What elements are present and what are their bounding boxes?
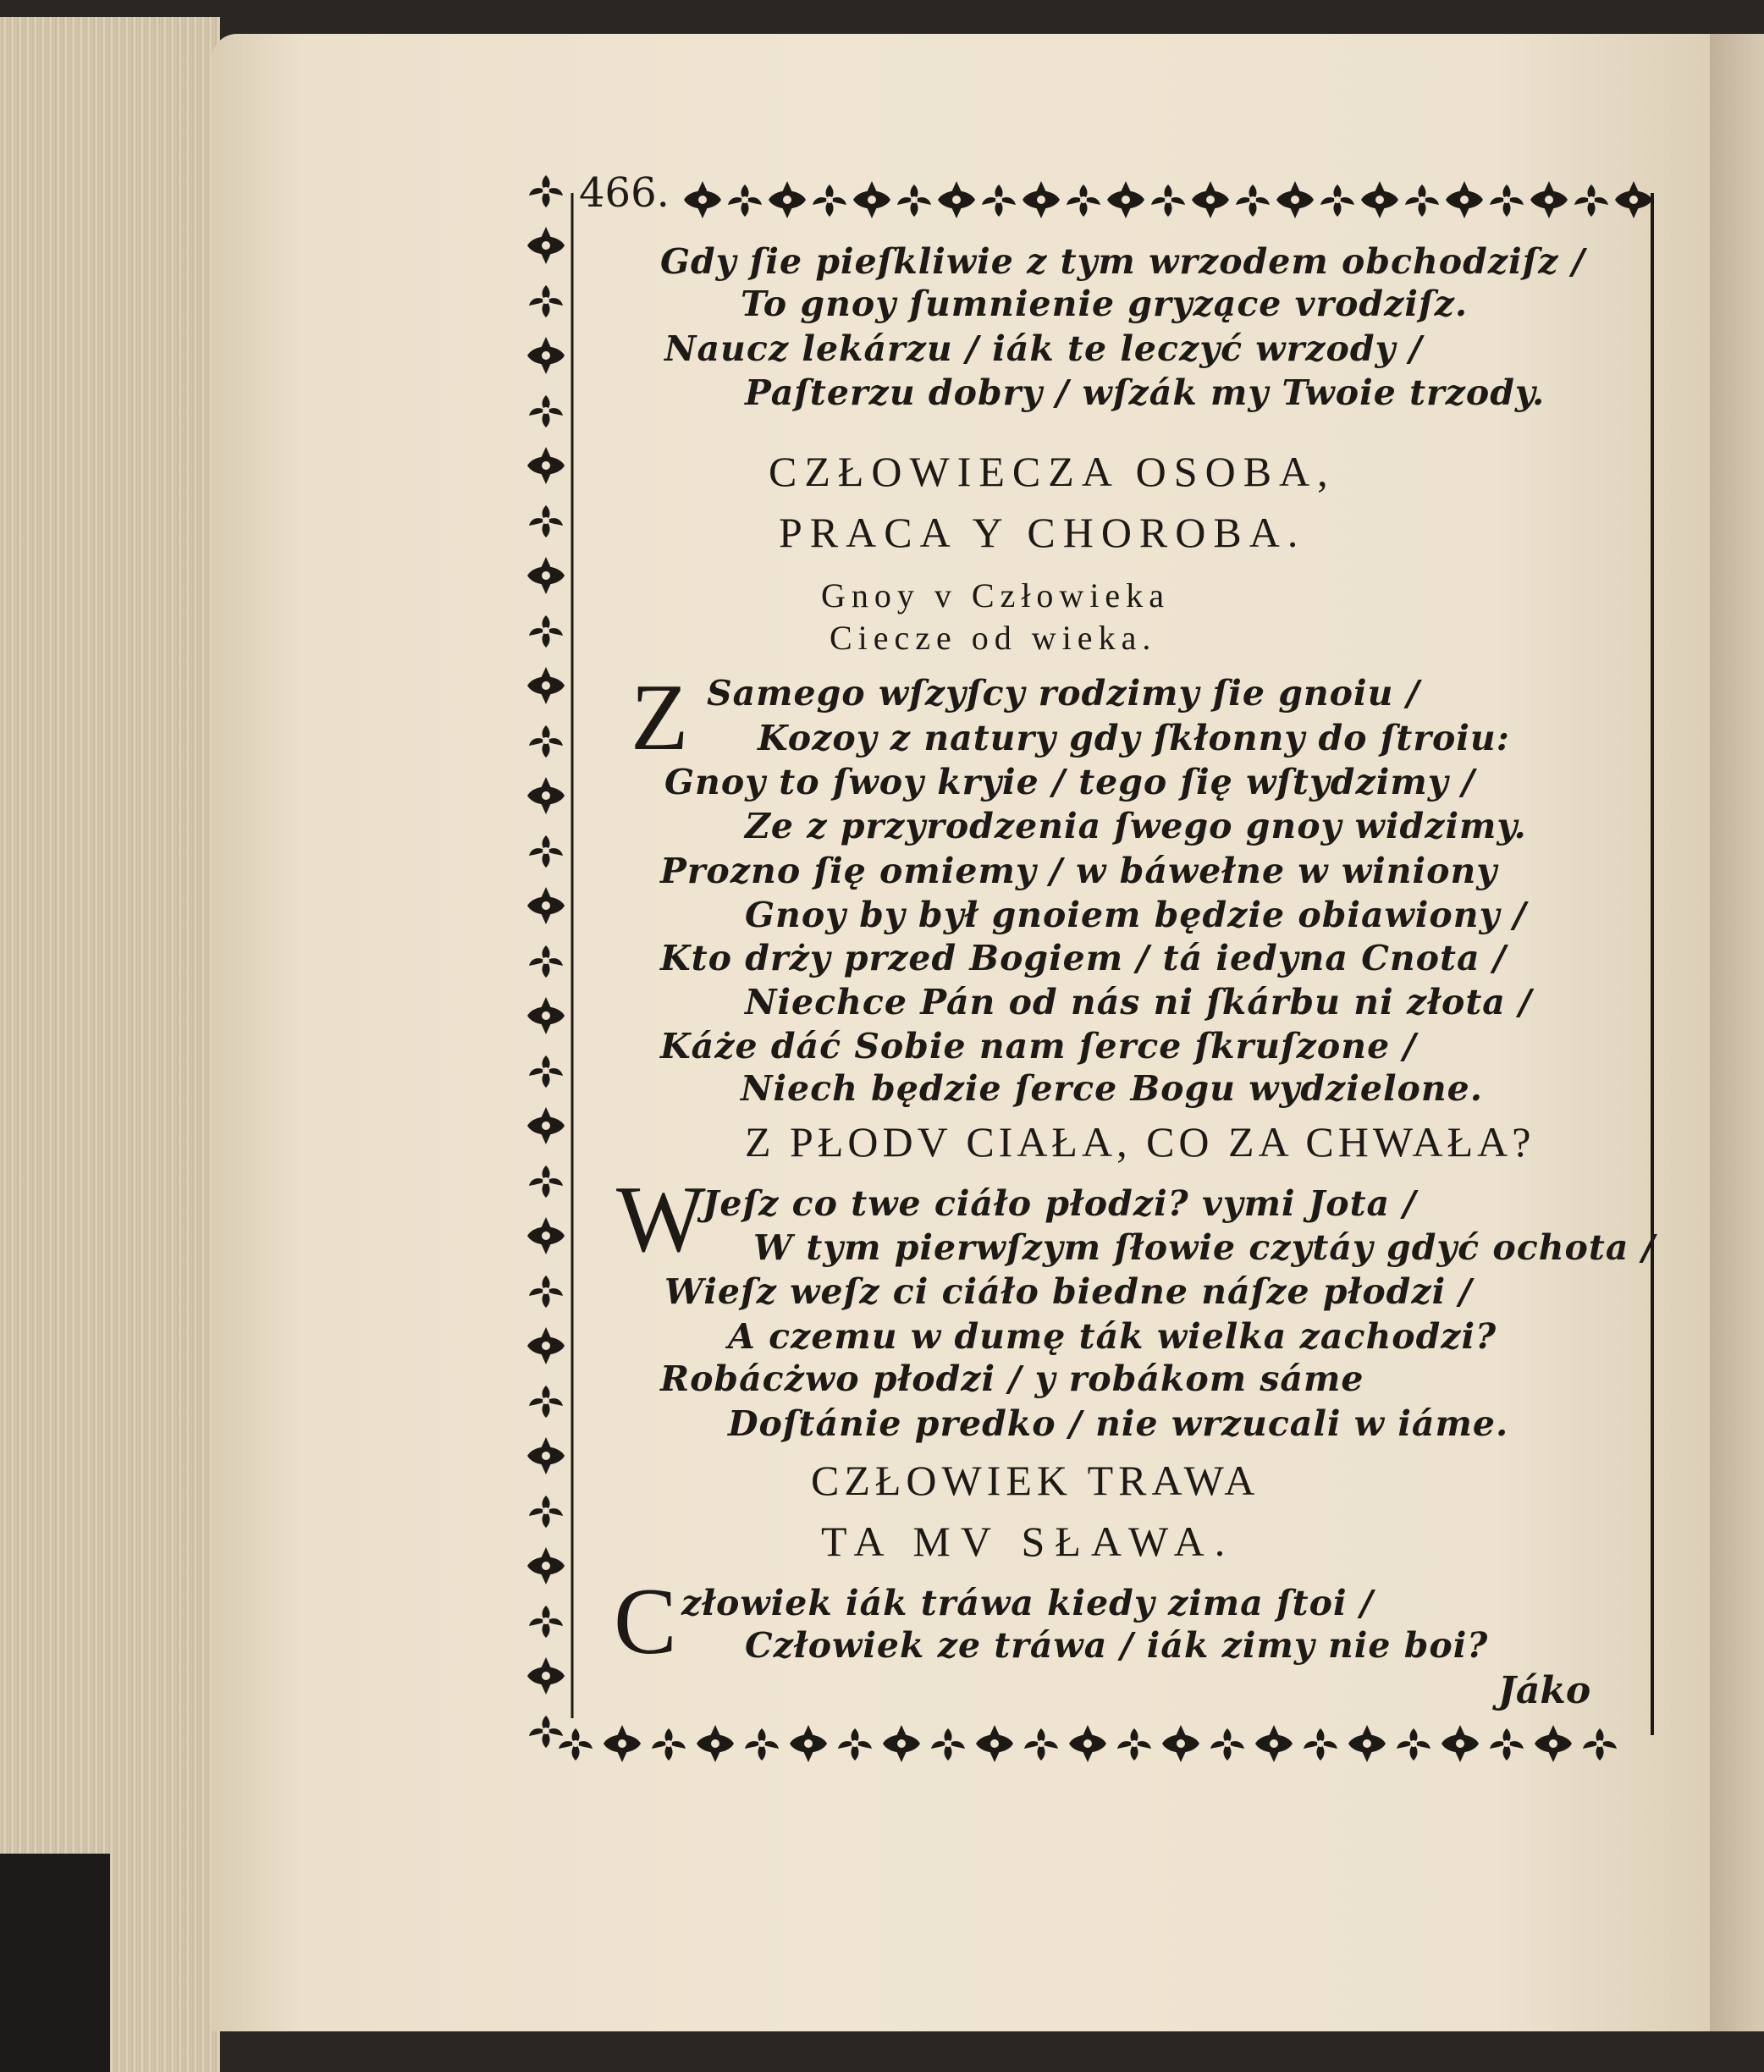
- stanza1-line-1: Gdy ſie pieſkliwie z tym wrzodem obchodziſz /: [660, 241, 1585, 282]
- stanza3-line-1: Jeſz co twe ciáło płodzi? vymi Jota /: [703, 1183, 1417, 1224]
- stanza2-line-5: Prozno ſię omiemy / w báwełne w winiony: [660, 851, 1498, 891]
- stanza2-line-10: Niech będzie ſerce Bogu wydzielone.: [741, 1068, 1484, 1109]
- drop-cap-w: W: [616, 1167, 706, 1272]
- subheading-gnoy-v-czlowieka: Gnoy v Człowieka: [821, 576, 1170, 614]
- heading-ta-mv-slawa: TA MV SŁAWA.: [821, 1518, 1236, 1565]
- drop-cap-z: Z: [631, 665, 689, 770]
- stanza2-line-7: Kto drży przed Bogiem / tá iedyna Cnota /: [660, 938, 1507, 978]
- stanza2-line-4: Ze z przyrodzenia ſwego gnoy widzimy.: [745, 806, 1527, 846]
- heading-z-plodv-ciala: Z PŁODV CIAŁA, CO ZA CHWAŁA?: [745, 1118, 1535, 1166]
- stanza2-line-3: Gnoy to ſwoy kryie / tego ſię wſtydzimy /: [664, 762, 1475, 802]
- stanza1-line-3: Naucz lekárzu / iák te leczyć wrzody /: [664, 328, 1423, 369]
- subheading-ciecze-od-wieka: Ciecze od wieka.: [830, 619, 1157, 657]
- stanza3-line-2: W tym pierwſzym ſłowie czytáy gdyć ochota /: [753, 1227, 1656, 1268]
- stanza1-line-2: To gnoy ſumnienie gryzące vrodziſz.: [741, 284, 1469, 324]
- stanza4-line-1: złowiek iák tráwa kiedy zima ſtoi /: [681, 1583, 1374, 1623]
- stanza3-line-5: Robácżwo płodzi / y robákom sáme: [660, 1358, 1364, 1399]
- stanza2-line-8: Niechce Pán od nás ni ſkárbu ni złota /: [745, 982, 1533, 1022]
- heading-czlowiek-trawa: CZŁOWIEK TRAWA: [811, 1457, 1260, 1504]
- stanza2-line-6: Gnoy by był gnoiem będzie obiawiony /: [745, 895, 1527, 935]
- stanza4-line-2: Człowiek ze tráwa / iák zimy nie boi?: [745, 1625, 1489, 1666]
- bottom-border-row: [559, 1725, 1617, 1762]
- catchword: Jáko: [1498, 1669, 1591, 1712]
- stanza2-line-1: Samego wſzyſcy rodzimy ſie gnoiu /: [707, 673, 1420, 714]
- stanza1-line-4: Paſterzu dobry / wſzák my Twoie trzody.: [745, 372, 1546, 413]
- stanza3-line-4: A czemu w dumę ták wielka zachodzi?: [728, 1316, 1497, 1357]
- heading-praca-y-choroba: PRACA Y CHOROBA.: [779, 509, 1306, 556]
- page-number: 466.: [579, 169, 670, 217]
- drop-cap-c: C: [614, 1569, 677, 1674]
- stanza3-line-6: Doſtánie predko / nie wrzucali w iáme.: [728, 1403, 1509, 1444]
- heading-czlowiecza-osoba: CZŁOWIECZA OSOBA,: [769, 448, 1336, 495]
- left-border-column: [527, 175, 565, 1748]
- top-border-row: [684, 181, 1652, 218]
- stanza2-line-9: Káże dáć Sobie nam ſerce ſkruſzone /: [660, 1026, 1417, 1066]
- stanza3-line-3: Wieſz weſz ci ciáło biedne náſze płodzi /: [664, 1271, 1473, 1312]
- stanza2-line-2: Kozoy z natury gdy ſkłonny do ſtroiu:: [758, 718, 1510, 758]
